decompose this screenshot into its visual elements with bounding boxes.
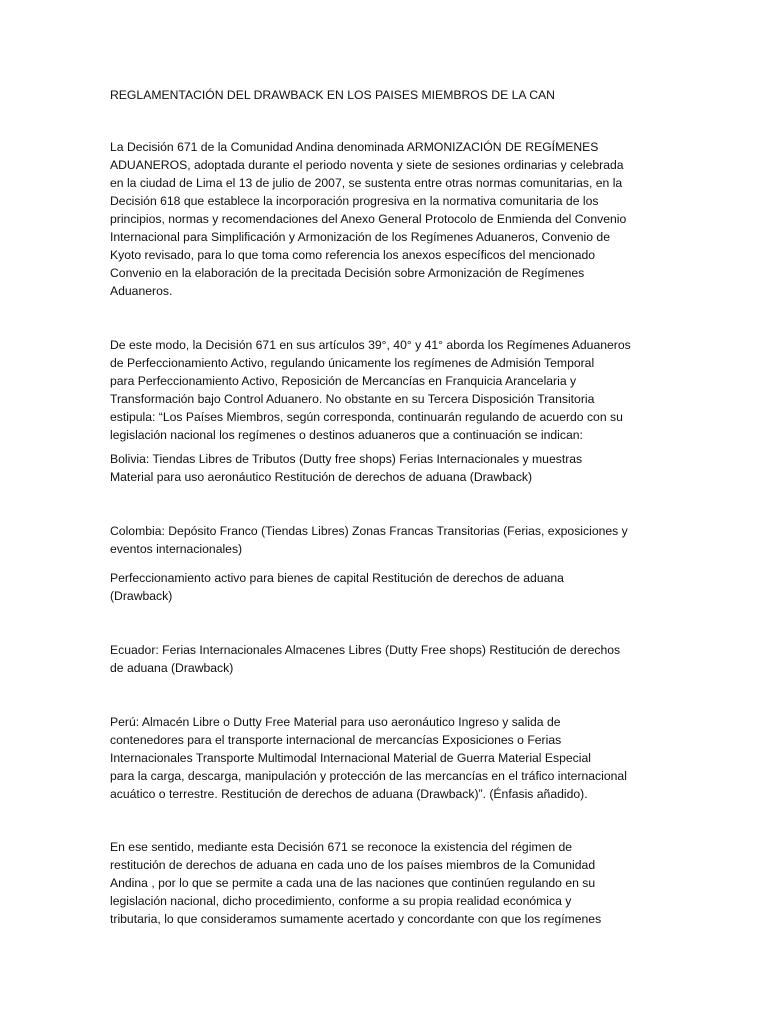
text-line: principios, normas y recomendaciones del Anexo General Protocolo de Enmienda del Convenio [110, 212, 627, 226]
text-line: estipula: “Los Países Miembros, según corresponda, continuarán regulando de acuerdo con su [110, 410, 623, 424]
text-line: de Perfeccionamiento Activo, regulando únicamente los regímenes de Admisión Temporal [110, 356, 595, 370]
document-title: REGLAMENTACIÓN DEL DRAWBACK EN LOS PAISES MIEMBROS DE LA CAN [110, 88, 555, 102]
text-line: Perfeccionamiento activo para bienes de capital Restitución de derechos de aduana [110, 571, 564, 585]
text-line: en la ciudad de Lima el 13 de julio de 2007, se sustenta entre otras normas comunitarias, en la [110, 176, 623, 190]
text-line: para la carga, descarga, manipulación y protección de las mercancías en el tráfico internacional [110, 769, 627, 783]
text-line: para Perfeccionamiento Activo, Reposición de Mercancías en Franquicia Arancelaria y [110, 374, 577, 388]
text-line: (Drawback) [110, 589, 173, 603]
text-line: Material para uso aeronáutico Restitución de derechos de aduana (Drawback) [110, 470, 533, 484]
text-line: restitución de derechos de aduana en cada uno de los países miembros de la Comunidad [110, 858, 596, 872]
text-line: legislación nacional los regímenes o destinos aduaneros que a continuación se indican: [110, 428, 583, 442]
text-line: La Decisión 671 de la Comunidad Andina denominada ARMONIZACIÓN DE REGÍMENES [110, 140, 599, 154]
paragraph-articles-39-40-41 [110, 336, 662, 444]
paragraph-en-ese-sentido [110, 838, 662, 928]
text-line: Internacional para Simplificación y Armonización de los Regímenes Aduaneros, Convenio de [110, 230, 610, 244]
text-line: ADUANEROS, adoptada durante el periodo noventa y siete de sesiones ordinarias y celebrada [110, 158, 624, 172]
text-line: Transformación bajo Control Aduanero. No obstante en su Tercera Disposición Transitoria [110, 392, 595, 406]
text-line: Aduaneros. [110, 284, 173, 298]
text-line: tributaria, lo que consideramos sumamente acertado y concordante con que los regímenes [110, 912, 602, 926]
paragraph-bolivia [110, 450, 662, 486]
text-line: Andina , por lo que se permite a cada una de las naciones que continúen regulando en su [110, 876, 596, 890]
text-line: En ese sentido, mediante esta Decisión 671 se reconoce la existencia del régimen de [110, 840, 573, 854]
paragraph-ecuador [110, 641, 662, 677]
text-line: contenedores para el transporte internacional de mercancías Exposiciones o Ferias [110, 733, 562, 747]
text-line: legislación nacional, dicho procedimiento, conforme a su propia realidad económica y [110, 894, 572, 908]
text-line: acuático o terrestre. Restitución de derechos de aduana (Drawback)”. (Énfasis añadido). [110, 787, 588, 801]
text-line: De este modo, la Decisión 671 en sus artículos 39°, 40° y 41° aborda los Regímenes Aduaneros [110, 338, 631, 352]
text-line: Perú: Almacén Libre o Dutty Free Material para uso aeronáutico Ingreso y salida de [110, 715, 561, 729]
text-line: Decisión 618 que establece la incorporación progresiva en la normativa comunitaria de los [110, 194, 599, 208]
text-line: Internacionales Transporte Multimodal Internacional Material de Guerra Material Especial [110, 751, 591, 765]
text-line: Colombia: Depósito Franco (Tiendas Libres) Zonas Francas Transitorias (Ferias, exposiciones y [110, 524, 628, 538]
text-line: eventos internacionales) [110, 542, 243, 556]
text-line: de aduana (Drawback) [110, 661, 234, 675]
text-line: Kyoto revisado, para lo que toma como referencia los anexos específicos del mencionado [110, 248, 596, 262]
paragraph-colombia [110, 522, 662, 558]
text-line: Bolivia: Tiendas Libres de Tributos (Dutty free shops) Ferias Internacionales y muestras [110, 452, 583, 466]
paragraph-perfeccionamiento-activo [110, 569, 662, 605]
paragraph-peru [110, 713, 662, 803]
paragraph-decision-671-intro [110, 138, 662, 300]
text-line: Ecuador: Ferias Internacionales Almacenes Libres (Dutty Free shops) Restitución de derechos [110, 643, 621, 657]
text-line: Convenio en la elaboración de la precitada Decisión sobre Armonización de Regímenes [110, 266, 585, 280]
document-page [110, 0, 662, 1024]
